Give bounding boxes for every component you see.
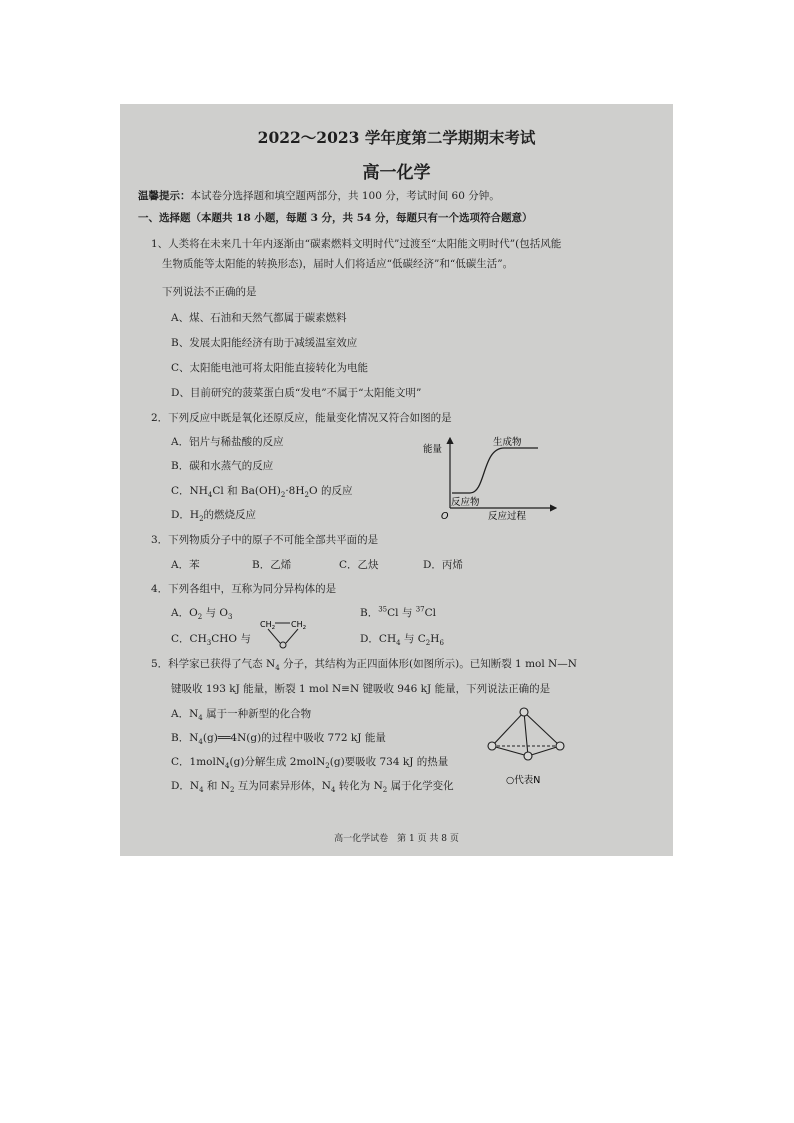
energy-origin-label: O [441,511,449,522]
q3-option-a: A．苯 [171,559,200,571]
q5-option-d: D．$N_4$ 和 $N_2$ 互为同素异形体，$N_4$ 转化为 $N_2$ 属于化学变化 [171,780,454,795]
notice-label: 温馨提示： [138,190,191,202]
q3-stem: 3．下列物质分子中的原子不可能全部共平面的是 [151,534,379,546]
ring-ch2-right: $CH_2$ [291,620,307,631]
energy-ylabel: 能量 [423,444,443,455]
tetra-edge-top-left [492,712,524,746]
q1-option-c: C、太阳能电池可将太阳能直接转化为电能 [171,362,369,374]
q4-option-a: A．$O_2$ 与 $O_3$ [171,607,233,622]
energy-curve [452,448,538,493]
q1-option-a: A、煤、石油和天然气都属于碳素燃料 [171,312,347,324]
energy-diagram [423,430,558,522]
q1-option-d: D、目前研究的菠菜蛋白质“发电”不属于“太阳能文明” [171,387,422,399]
q2-stem: 2．下列反应中既是氧化还原反应，能量变化情况又符合如图的是 [151,412,452,424]
q3-option-b: B．乙烯 [252,559,292,571]
n-atom-top [520,708,528,716]
tetra-edge-right-front [528,746,560,756]
q4-option-c: C．$CH_3CHO$ 与 [171,633,251,648]
energy-reactant-label: 反应物 [451,497,480,508]
q5-stem-line1: 5．科学家已获得了气态 $N_4$ 分子，其结构为正四面体形(如图所示)。已知断裂 1 mol N—N [151,658,577,673]
tetra-edge-top-right [524,712,560,746]
q3-option-d: D．丙烯 [423,559,463,571]
q4-option-b: B．$^{35}$Cl 与 $^{37}$Cl [360,605,437,619]
q4-stem: 4．下列各组中，互称为同分异构体的是 [151,583,337,595]
q1-stem-line1: 1、人类将在未来几十年内逐渐由“碳素燃料文明时代”过渡至“太阳能文明时代”(包括风能 [151,238,562,250]
q2-option-c: C．$NH_4Cl$ 和 $Ba(OH)_2\cdot 8H_2O$ 的反应 [171,485,353,500]
q1-option-b: B、发展太阳能经济有助于减缓温室效应 [171,337,358,349]
n-atom-left [488,742,496,750]
ring-c-o-bond-right [286,629,298,643]
n4-legend: ○代表N [506,775,541,786]
q2-option-a: A．铝片与稀盐酸的反应 [171,436,284,448]
n-atom-right [556,742,564,750]
tetra-edge-left-front [492,746,528,756]
q3-option-c: C．乙炔 [339,559,379,571]
q1-stem-line2: 生物质能等太阳能的转换形态)，届时人们将适应“低碳经济”和“低碳生活”。 [162,258,514,270]
tetra-edge-top-front [524,712,528,756]
q5-option-a: A．$N_4$ 属于一种新型的化合物 [171,708,312,723]
q1-prompt: 下列说法不正确的是 [162,286,257,298]
n-atom-front [524,752,532,760]
exam-subject: 高一化学 [362,163,431,183]
ring-c-o-bond-left [268,629,280,643]
notice-text: 本试卷分选择题和填空题两部分，共 100 分，考试时间 60 分钟。 [190,190,500,202]
section-heading: 一、选择题（本题共 18 小题，每题 3 分，共 54 分，每题只有一个选项符合题意） [138,212,533,224]
q2-option-b: B．碳和水蒸气的反应 [171,460,274,472]
ethylene-oxide-structure [256,617,322,651]
ring-ch2-left: $CH_2$ [260,620,276,631]
q5-option-b: B．$N_4(g)══4N(g)$的过程中吸收 772 kJ 能量 [171,732,386,747]
q2-option-d: D．$H_2$的燃烧反应 [171,509,257,524]
q4-option-d: D．$CH_4$ 与 $C_2H_6$ [360,633,444,648]
page-footer: 高一化学试卷 第 1 页 共 8 页 [334,834,459,844]
exam-page [120,104,673,856]
exam-title: 2022～2023 学年度第二学期期末考试 [257,128,536,147]
ring-oxygen-atom [280,642,286,648]
notice [138,190,500,203]
q5-stem-line2: 键吸收 193 kJ 能量，断裂 1 mol N≡N 键吸收 946 kJ 能量，下列说法正确的是 [171,683,551,695]
n4-tetrahedron-diagram [482,704,572,788]
energy-product-label: 生成物 [493,437,522,448]
energy-xlabel: 反应过程 [488,511,527,522]
q5-option-c: C．1molN$_4$(g)分解生成 2molN$_2$(g)要吸收 734 kJ 的热量 [171,756,449,771]
